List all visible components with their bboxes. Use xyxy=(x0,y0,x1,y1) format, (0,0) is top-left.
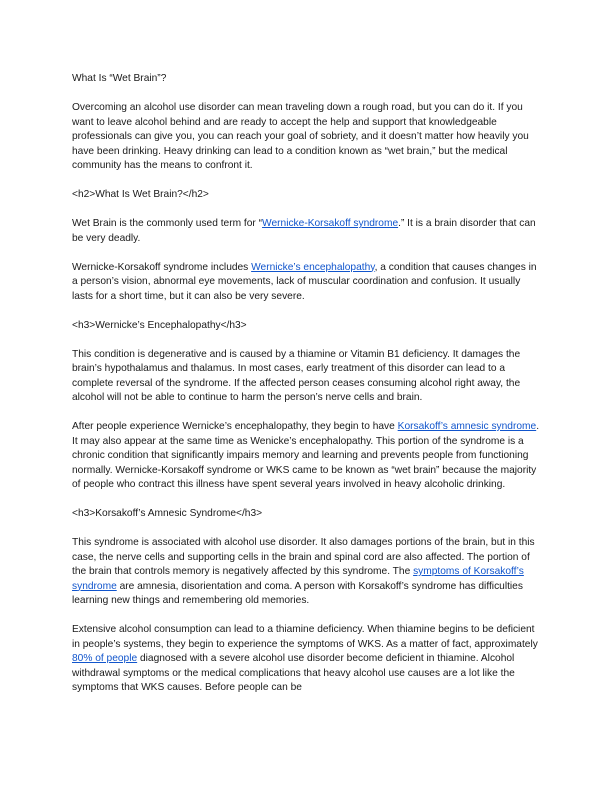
document-title: What Is “Wet Brain”? xyxy=(72,73,167,84)
korsakoff-text-start: This syndrome is associated with alcohol use disorder. It also damages portions of the brain, but in this case, the nerve cells and supporting cells in the brain and spinal cord are also affected. The portion of the brain that controls memory is negatively affected by this syndrome. The xyxy=(72,537,535,577)
wernickes-encephalopathy-link[interactable]: Wernicke’s encephalopathy xyxy=(251,261,375,273)
heading-korsakoffs-amnesic-syndrome: <h3>Korsakoff’s Amnesic Syndrome</h3> xyxy=(72,508,263,519)
symptoms-of-korsakoffs-syndrome-link[interactable]: symptoms of Korsakoff’s syndrome xyxy=(72,566,524,592)
after-wernicke-paragraph xyxy=(72,420,540,493)
wks-includes-text-end: , a condition that causes changes in a person’s vision, abnormal eye movements, lack of muscular coordination and confusion. It usually lasts for a short time, but it can also be very severe. xyxy=(72,261,537,302)
heading-wernickes-encephalopathy: <h3>Wernicke’s Encephalopathy</h3> xyxy=(72,319,247,331)
intro-paragraph: Overcoming an alcohol use disorder can mean traveling down a rough road, but you can do it. If you want to leave alcohol behind and are ready to accept the help and support that knowledgeable professionals can give you, you can reach your goal of sobriety, and it doesn’t matter how heavily you have been drinking. Heavy drinking can lead to a condition known as “wet brain,” but the medical community has the means to confront it. xyxy=(72,102,529,171)
thiamine-text-end: diagnosed with a severe alcohol use disorder become deficient in thiamine. Alcohol withdrawal symptoms or the medical complications that heavy alcohol use causes are a lot like the symptoms that WKS causes. Before people can be xyxy=(72,653,515,693)
thiamine-text-start: Extensive alcohol consumption can lead to a thiamine deficiency. When thiamine begins to be deficient in people’s systems, they begin to experience the symptoms of WKS. As a matter of fact, approximately xyxy=(72,624,538,650)
wernicke-korsakoff-syndrome-link[interactable]: Wernicke-Korsakoff syndrome xyxy=(262,218,399,229)
after-wernicke-text-end: . It may also appear at the same time as Wenicke’s encephalopathy. This portion of the syndrome is a chronic condition that significantly impairs memory and learning and prevents people from functioning normally. Wernicke-Korsakoff syndrome or WKS came to be known as “wet brain” because the majority of people who contract this illness have spent several years involved in heavy alcoholic drinking. xyxy=(72,421,540,490)
thiamine-paragraph xyxy=(72,623,540,696)
definition-text-start: Wet Brain is the commonly used term for “ xyxy=(72,218,263,229)
korsakoff-text-end: are amnesia, disorientation and coma. A person with Korsakoff’s syndrome has difficulties learning new things and remembering old memories. xyxy=(72,580,523,606)
condition-paragraph: This condition is degenerative and is caused by a thiamine or Vitamin B1 deficiency. It damages the brain’s hypothalamus and thalamus. In most cases, early treatment of this disorder can lead to a complete reversal of the syndrome. If the affected person ceases consuming alcohol right away, the alcohol will not be able to continue to harm the person’s nerve cells and brain. xyxy=(72,348,521,403)
wks-includes-text-start: Wernicke-Korsakoff syndrome includes xyxy=(72,261,252,273)
korsakoffs-amnesic-syndrome-link[interactable]: Korsakoff’s amnesic syndrome xyxy=(397,421,537,432)
korsakoff-paragraph xyxy=(72,536,540,609)
definition-text-end: .” It is a brain disorder that can be very deadly. xyxy=(72,218,536,244)
heading-what-is-wet-brain: <h2>What Is Wet Brain?</h2> xyxy=(72,189,209,200)
eighty-percent-of-people-link[interactable]: 80% of people xyxy=(72,653,138,664)
wks-includes-paragraph xyxy=(72,261,540,305)
after-wernicke-text-start: After people experience Wernicke’s encephalopathy, they begin to have xyxy=(72,421,398,432)
definition-paragraph xyxy=(72,217,540,246)
